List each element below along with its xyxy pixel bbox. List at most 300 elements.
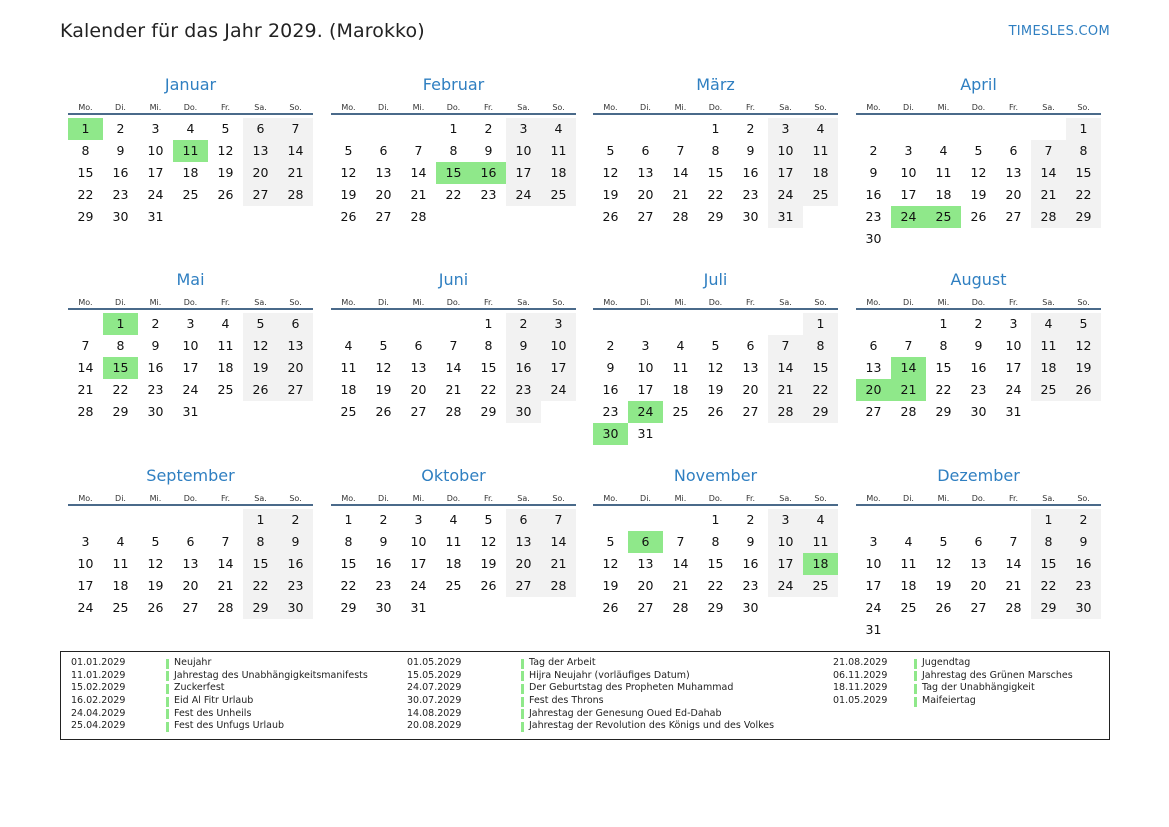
month-name: September — [146, 466, 235, 485]
day-cell: 26 — [935, 600, 952, 615]
month-juni — [331, 270, 576, 423]
day-cell: 17 — [637, 382, 654, 397]
weekday-header — [856, 295, 1101, 310]
day-cell: 5 — [974, 143, 983, 158]
holiday-row — [71, 720, 368, 733]
day-grid — [856, 509, 1101, 641]
day-cell: 31 — [182, 404, 199, 419]
empty-cell — [926, 509, 961, 531]
day-cell: 17 — [900, 187, 917, 202]
day-cell: 9 — [484, 143, 493, 158]
empty-cell — [996, 509, 1031, 531]
weekday-label: Fr. — [745, 298, 756, 307]
weekday-label: Do. — [446, 298, 461, 307]
day-cell: 9 — [869, 165, 878, 180]
empty-cell — [68, 509, 103, 531]
day-cell: 31 — [147, 209, 164, 224]
day-cell: 30 — [742, 209, 759, 224]
day-cell: 8 — [484, 338, 493, 353]
day-cell: 23 — [112, 187, 129, 202]
holiday-date: 01.01.2029 — [71, 657, 126, 668]
weekday-label: Sa. — [779, 103, 792, 112]
day-cell: 9 — [116, 143, 125, 158]
holiday-day-cell: 16 — [471, 162, 506, 184]
holiday-day-cell: 11 — [173, 140, 208, 162]
day-cell: 17 — [768, 553, 803, 575]
month-september — [68, 466, 313, 619]
day-cell: 30 — [970, 404, 987, 419]
day-cell: 30 — [278, 597, 313, 619]
holiday-day-cell: 30 — [593, 423, 628, 445]
day-cell: 11 — [1031, 335, 1066, 357]
empty-cell — [891, 313, 926, 335]
day-cell: 14 — [445, 360, 462, 375]
day-cell: 7 — [221, 534, 230, 549]
day-cell: 24 — [147, 187, 164, 202]
day-grid — [856, 313, 1101, 423]
holiday-day-cell: 24 — [628, 401, 663, 423]
day-cell: 6 — [414, 338, 423, 353]
month-november — [593, 466, 838, 619]
day-cell: 26 — [970, 209, 987, 224]
holiday-name: Fest des Throns — [521, 695, 604, 708]
weekday-label: So. — [814, 103, 827, 112]
day-cell: 1 — [243, 509, 278, 531]
holiday-day-cell: 14 — [891, 357, 926, 379]
day-cell: 4 — [1031, 313, 1066, 335]
day-cell: 20 — [410, 382, 427, 397]
weekday-label: So. — [814, 494, 827, 503]
day-cell: 13 — [637, 556, 654, 571]
day-grid — [331, 118, 576, 228]
day-cell: 10 — [768, 140, 803, 162]
day-cell: 22 — [1031, 575, 1066, 597]
day-cell: 31 — [637, 426, 654, 441]
weekday-header — [856, 491, 1101, 506]
day-cell: 28 — [278, 184, 313, 206]
day-cell: 22 — [480, 382, 497, 397]
day-cell: 9 — [746, 534, 755, 549]
weekday-label: So. — [552, 298, 565, 307]
weekday-label: Do. — [708, 298, 723, 307]
day-cell: 10 — [768, 531, 803, 553]
day-cell: 30 — [865, 231, 882, 246]
weekday-label: Mo. — [78, 103, 93, 112]
day-grid — [593, 509, 838, 619]
weekday-label: Fr. — [1008, 494, 1019, 503]
empty-cell — [173, 509, 208, 531]
day-cell: 6 — [746, 338, 755, 353]
weekday-header — [593, 295, 838, 310]
holiday-row — [71, 657, 368, 670]
weekday-label: Sa. — [254, 103, 267, 112]
holiday-day-cell: 21 — [891, 379, 926, 401]
day-cell: 1 — [449, 121, 458, 136]
weekday-label: Di. — [640, 494, 651, 503]
holiday-name: Jahrestag der Genesung Oued Ed-Dahab — [521, 708, 722, 721]
day-cell: 18 — [803, 162, 838, 184]
day-cell: 12 — [970, 165, 987, 180]
weekday-label: So. — [814, 298, 827, 307]
day-cell: 8 — [449, 143, 458, 158]
weekday-header — [331, 491, 576, 506]
day-cell: 17 — [410, 556, 427, 571]
weekday-label: Di. — [903, 494, 914, 503]
weekday-label: Do. — [183, 103, 198, 112]
day-cell: 11 — [803, 531, 838, 553]
month-name: August — [950, 270, 1007, 289]
weekday-label: Do. — [446, 494, 461, 503]
day-cell: 4 — [186, 121, 195, 136]
day-cell: 5 — [606, 143, 615, 158]
day-cell: 16 — [278, 553, 313, 575]
day-cell: 29 — [112, 404, 129, 419]
month-januar — [68, 75, 313, 228]
holiday-row — [833, 695, 1073, 708]
holiday-row — [407, 708, 774, 721]
day-cell: 3 — [768, 509, 803, 531]
day-cell: 21 — [217, 578, 234, 593]
day-cell: 12 — [935, 556, 952, 571]
day-cell: 18 — [672, 382, 689, 397]
day-cell: 26 — [1066, 379, 1101, 401]
empty-cell — [138, 509, 173, 531]
day-cell: 8 — [81, 143, 90, 158]
day-cell: 10 — [182, 338, 199, 353]
day-cell: 13 — [1005, 165, 1022, 180]
weekday-label: So. — [1077, 103, 1090, 112]
day-cell: 1 — [803, 313, 838, 335]
day-cell: 13 — [637, 165, 654, 180]
day-cell: 4 — [449, 512, 458, 527]
weekday-header — [856, 100, 1101, 115]
day-cell: 4 — [939, 143, 948, 158]
day-cell: 15 — [707, 165, 724, 180]
weekday-label: Mi. — [674, 298, 687, 307]
weekday-label: Do. — [183, 494, 198, 503]
weekday-label: Di. — [378, 298, 389, 307]
weekday-label: Fr. — [483, 103, 494, 112]
weekday-label: Di. — [115, 494, 126, 503]
day-cell: 21 — [410, 187, 427, 202]
day-cell: 6 — [869, 338, 878, 353]
day-cell: 13 — [865, 360, 882, 375]
day-cell: 3 — [904, 143, 913, 158]
month-dezember — [856, 466, 1101, 641]
day-cell: 10 — [506, 140, 541, 162]
day-cell: 3 — [768, 118, 803, 140]
day-cell: 28 — [768, 401, 803, 423]
day-cell: 27 — [278, 379, 313, 401]
day-cell: 8 — [344, 534, 353, 549]
day-cell: 28 — [1031, 206, 1066, 228]
day-cell: 25 — [1031, 379, 1066, 401]
day-cell: 27 — [506, 575, 541, 597]
weekday-header — [68, 491, 313, 506]
day-cell: 11 — [672, 360, 689, 375]
weekday-label: Fr. — [745, 494, 756, 503]
holiday-name: Neujahr — [166, 657, 211, 670]
weekday-label: Do. — [708, 494, 723, 503]
day-cell: 4 — [904, 534, 913, 549]
day-cell: 11 — [112, 556, 129, 571]
day-cell: 27 — [1005, 209, 1022, 224]
day-cell: 29 — [1031, 597, 1066, 619]
day-cell: 7 — [676, 534, 685, 549]
day-cell: 22 — [803, 379, 838, 401]
day-cell: 8 — [243, 531, 278, 553]
holiday-name: Tag der Unabhängigkeit — [914, 682, 1035, 695]
empty-cell — [593, 118, 628, 140]
weekday-label: Fr. — [220, 298, 231, 307]
day-cell: 30 — [742, 600, 759, 615]
day-cell: 5 — [1066, 313, 1101, 335]
holiday-date: 15.02.2029 — [71, 682, 126, 694]
holiday-row — [407, 682, 774, 695]
holiday-day-cell: 6 — [628, 531, 663, 553]
day-cell: 15 — [77, 165, 94, 180]
weekday-label: Sa. — [1042, 494, 1055, 503]
weekday-label: Sa. — [517, 103, 530, 112]
day-cell: 15 — [243, 553, 278, 575]
holiday-date: 01.05.2029 — [833, 695, 888, 707]
holiday-name: Maifeiertag — [914, 695, 976, 708]
day-cell: 6 — [1009, 143, 1018, 158]
day-cell: 12 — [707, 360, 724, 375]
holiday-list-column — [833, 657, 1073, 708]
day-cell: 16 — [865, 187, 882, 202]
weekday-label: Mo. — [341, 298, 356, 307]
day-cell: 28 — [445, 404, 462, 419]
weekday-label: Mo. — [603, 298, 618, 307]
day-cell: 6 — [974, 534, 983, 549]
day-cell: 4 — [221, 316, 230, 331]
empty-cell — [331, 313, 366, 335]
day-cell: 3 — [506, 118, 541, 140]
day-cell: 23 — [480, 187, 497, 202]
day-cell: 2 — [151, 316, 160, 331]
weekday-header — [593, 100, 838, 115]
day-cell: 12 — [1066, 335, 1101, 357]
empty-cell — [856, 118, 891, 140]
weekday-header — [331, 100, 576, 115]
day-cell: 22 — [340, 578, 357, 593]
holiday-date: 21.08.2029 — [833, 657, 888, 668]
day-cell: 14 — [410, 165, 427, 180]
day-cell: 12 — [340, 165, 357, 180]
day-cell: 27 — [375, 209, 392, 224]
holiday-name: Eid Al Fitr Urlaub — [166, 695, 253, 708]
day-cell: 25 — [340, 404, 357, 419]
day-grid — [331, 509, 576, 619]
day-cell: 16 — [375, 556, 392, 571]
day-cell: 18 — [445, 556, 462, 571]
day-cell: 22 — [707, 578, 724, 593]
holiday-date: 18.11.2029 — [833, 682, 888, 694]
empty-cell — [628, 509, 663, 531]
day-cell: 30 — [147, 404, 164, 419]
day-cell: 27 — [410, 404, 427, 419]
empty-cell — [366, 118, 401, 140]
day-cell: 10 — [900, 165, 917, 180]
day-cell: 1 — [939, 316, 948, 331]
day-cell: 26 — [340, 209, 357, 224]
day-cell: 2 — [746, 121, 755, 136]
day-cell: 13 — [375, 165, 392, 180]
day-grid — [593, 118, 838, 228]
weekday-header — [593, 491, 838, 506]
day-cell: 1 — [344, 512, 353, 527]
day-cell: 25 — [541, 184, 576, 206]
empty-cell — [996, 118, 1031, 140]
day-cell: 12 — [602, 165, 619, 180]
day-cell: 23 — [147, 382, 164, 397]
holiday-date: 11.01.2029 — [71, 669, 126, 681]
month-februar — [331, 75, 576, 228]
day-cell: 28 — [77, 404, 94, 419]
day-cell: 3 — [541, 313, 576, 335]
empty-cell — [961, 118, 996, 140]
holiday-legend — [60, 651, 1110, 740]
weekday-label: Do. — [183, 298, 198, 307]
day-cell: 4 — [116, 534, 125, 549]
weekday-label: Mo. — [603, 494, 618, 503]
day-cell: 1 — [484, 316, 493, 331]
day-grid — [68, 509, 313, 619]
day-cell: 20 — [506, 553, 541, 575]
day-cell: 18 — [182, 165, 199, 180]
day-cell: 9 — [278, 531, 313, 553]
day-cell: 13 — [410, 360, 427, 375]
day-cell: 3 — [81, 534, 90, 549]
day-cell: 19 — [147, 578, 164, 593]
day-cell: 1 — [711, 512, 720, 527]
holiday-day-cell: 20 — [856, 379, 891, 401]
day-cell: 2 — [974, 316, 983, 331]
day-cell: 1 — [711, 121, 720, 136]
day-cell: 22 — [77, 187, 94, 202]
day-cell: 12 — [480, 534, 497, 549]
day-cell: 1 — [1031, 509, 1066, 531]
brand-link[interactable]: TIMESLES.COM — [1008, 24, 1110, 39]
weekday-label: Mi. — [937, 298, 950, 307]
day-cell: 5 — [606, 534, 615, 549]
month-name: Mai — [176, 270, 205, 289]
holiday-name: Jahrestag des Unabhängigkeitsmanifests — [166, 670, 368, 683]
weekday-label: So. — [289, 103, 302, 112]
empty-cell — [103, 509, 138, 531]
day-cell: 23 — [1066, 575, 1101, 597]
day-cell: 20 — [243, 162, 278, 184]
day-cell: 21 — [77, 382, 94, 397]
holiday-name: Jugendtag — [914, 657, 970, 670]
day-cell: 14 — [672, 165, 689, 180]
day-cell: 24 — [541, 379, 576, 401]
day-cell: 2 — [606, 338, 615, 353]
empty-cell — [663, 313, 698, 335]
day-cell: 17 — [1005, 360, 1022, 375]
day-cell: 11 — [217, 338, 234, 353]
day-cell: 8 — [711, 534, 720, 549]
day-cell: 10 — [1005, 338, 1022, 353]
empty-cell — [1031, 118, 1066, 140]
day-cell: 20 — [742, 382, 759, 397]
day-cell: 25 — [182, 187, 199, 202]
day-cell: 27 — [637, 209, 654, 224]
empty-cell — [926, 118, 961, 140]
weekday-label: Mi. — [674, 494, 687, 503]
day-cell: 16 — [112, 165, 129, 180]
day-cell: 23 — [278, 575, 313, 597]
day-cell: 27 — [970, 600, 987, 615]
day-cell: 21 — [278, 162, 313, 184]
weekday-header — [68, 295, 313, 310]
day-cell: 29 — [340, 600, 357, 615]
day-cell: 12 — [243, 335, 278, 357]
day-cell: 13 — [970, 556, 987, 571]
day-cell: 22 — [707, 187, 724, 202]
weekday-label: Di. — [640, 298, 651, 307]
holiday-date: 16.02.2029 — [71, 695, 126, 707]
empty-cell — [366, 313, 401, 335]
weekday-label: Di. — [640, 103, 651, 112]
day-cell: 6 — [186, 534, 195, 549]
holiday-day-cell: 1 — [68, 118, 103, 140]
weekday-label: Sa. — [254, 494, 267, 503]
day-cell: 16 — [147, 360, 164, 375]
day-cell: 19 — [602, 578, 619, 593]
month-april — [856, 75, 1101, 250]
day-cell: 20 — [278, 357, 313, 379]
day-cell: 4 — [803, 509, 838, 531]
day-cell: 28 — [541, 575, 576, 597]
holiday-date: 25.04.2029 — [71, 720, 126, 732]
empty-cell — [698, 313, 733, 335]
holiday-date: 24.04.2029 — [71, 707, 126, 719]
weekday-label: Do. — [971, 103, 986, 112]
day-cell: 18 — [935, 187, 952, 202]
day-cell: 14 — [217, 556, 234, 571]
day-cell: 15 — [1066, 162, 1101, 184]
day-cell: 16 — [506, 357, 541, 379]
day-cell: 25 — [217, 382, 234, 397]
day-cell: 12 — [217, 143, 234, 158]
weekday-label: Mo. — [78, 494, 93, 503]
holiday-name: Der Geburtstag des Propheten Muhammad — [521, 682, 733, 695]
day-cell: 24 — [182, 382, 199, 397]
day-cell: 4 — [541, 118, 576, 140]
day-cell: 9 — [1066, 531, 1101, 553]
day-cell: 30 — [506, 401, 541, 423]
month-name: Juli — [703, 270, 728, 289]
day-cell: 26 — [480, 578, 497, 593]
empty-cell — [593, 313, 628, 335]
day-cell: 24 — [1005, 382, 1022, 397]
weekday-header — [331, 295, 576, 310]
day-cell: 23 — [506, 379, 541, 401]
day-cell: 17 — [182, 360, 199, 375]
holiday-name: Hijra Neujahr (vorläufiges Datum) — [521, 670, 690, 683]
day-cell: 8 — [939, 338, 948, 353]
holiday-row — [71, 670, 368, 683]
empty-cell — [663, 118, 698, 140]
day-cell: 22 — [1066, 184, 1101, 206]
day-cell: 5 — [243, 313, 278, 335]
day-cell: 13 — [278, 335, 313, 357]
day-cell: 13 — [243, 140, 278, 162]
day-cell: 31 — [1005, 404, 1022, 419]
day-cell: 7 — [904, 338, 913, 353]
